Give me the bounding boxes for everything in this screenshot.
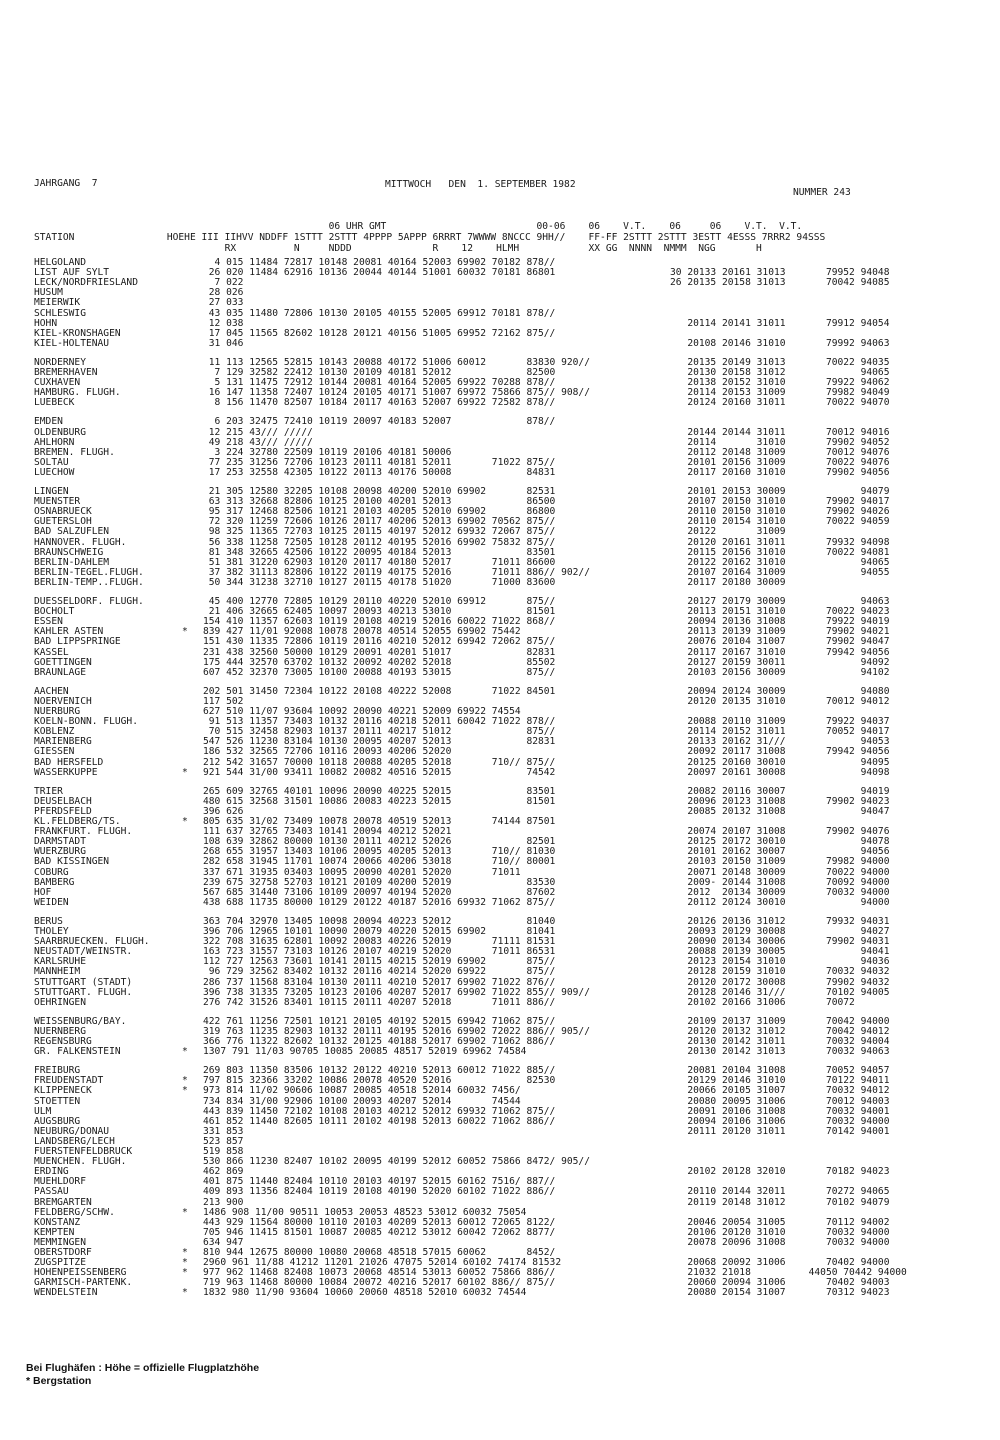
station-observation: 409 893 11356 82404 10119 20108 40190 52020 60102 71022 886// [203,1186,556,1198]
station-name: LUEBECK [34,397,75,409]
station-daily-summary: 20106 20120 31010 70032 94000 [670,1226,890,1238]
station-observation: 213 900 [203,1196,244,1208]
station-daily-summary: 20090 20134 30006 79902 94031 [670,936,890,948]
station-observation: 2960 961 11/88 41212 11201 21026 47075 52014 60102 74174 81532 [203,1257,562,1269]
mountain-station-marker: * [182,1267,188,1279]
station-daily-summary: 20126 20136 31012 79932 94031 [670,915,890,927]
station-daily-summary: 20114 31010 79902 94052 [670,436,890,448]
station-daily-summary: 20129 20146 31010 70122 94011 [670,1075,890,1087]
station-observation: 26 020 11484 62916 10136 20044 40144 51001 60032 70181 86801 [203,267,556,279]
station-observation: 705 946 11415 81501 10087 20085 40212 53012 60042 72062 8877/ [203,1226,556,1238]
station-observation: 17 253 32558 42305 10122 20113 40176 50008 84831 [203,466,556,478]
station-daily-summary: 20144 20144 31011 70012 94016 [670,426,890,438]
station-daily-summary: 20120 20135 31010 70012 94012 [670,695,890,707]
station-observation: 973 814 11/02 90606 10087 20085 40518 52014 60032 7456/ [203,1085,521,1097]
station-observation: 719 963 11468 80000 10084 20072 40216 52017 60102 886// 875// [203,1277,556,1289]
station-daily-summary: 20088 20139 30005 94041 [670,946,890,958]
station-observation: 282 658 31945 11701 10074 20066 40206 53018 710// 80001 [203,856,556,868]
station-name: FELDBERG/SCHW. [34,1206,115,1218]
station-observation: 438 688 11735 80000 10129 20122 40187 52016 69932 71062 875// [203,896,556,908]
station-name: HELGOLAND [34,257,86,268]
station-observation: 202 501 31450 72304 10122 20108 40222 52008 71022 84501 [203,685,556,697]
station-observation: 634 947 [203,1236,244,1248]
station-name: NOERVENICH [34,695,92,707]
station-daily-summary: 20102 20128 32010 70182 94023 [670,1166,890,1178]
station-daily-summary: 20092 20117 31008 79942 94056 [670,746,890,758]
station-observation: 810 944 12675 80000 10080 20068 48518 57015 60062 8452/ [203,1247,556,1258]
station-daily-summary: 20068 20092 31006 70402 94000 [670,1257,890,1269]
station-name: HOHENPEISSENBERG [34,1267,127,1279]
station-name: FREIBURG [34,1065,81,1077]
station-daily-summary: 20074 20107 31008 79902 94076 [670,826,890,838]
station-observation: 50 344 31238 32710 10127 20115 40178 51020 71000 83600 [203,576,556,588]
station-observation: 117 502 [203,695,244,707]
station-daily-summary: 20080 20095 31006 70012 94003 [670,1095,890,1107]
station-observation: 77 235 31256 72706 10123 20111 40181 52011 71022 875// [203,456,556,468]
station-observation: 12 215 43/// ///// [203,426,313,438]
mountain-station-marker: * [182,1247,188,1258]
station-observation: 7 022 [203,277,244,289]
station-daily-summary: 20113 20151 31010 70022 94023 [670,606,890,618]
station-observation: 396 706 12965 10101 10090 20079 40220 52015 69902 81041 [203,926,556,937]
station-observation: 5 131 11475 72912 10144 20081 40164 52005 69922 70288 878// [203,377,556,389]
mountain-station-marker: * [182,626,188,638]
station-observation: 186 532 32565 72706 10116 20093 40206 52020 [203,746,452,758]
station-name: BERUS [34,915,63,927]
station-name: COBURG [34,866,69,878]
station-name: KARLSRUHE [34,956,86,968]
station-name: CUXHAVEN [34,377,81,389]
station-observation: 547 526 11230 83104 10130 20095 40207 52013 82831 [203,736,556,748]
station-daily-summary: 20128 20146 31/// 70102 94005 [670,986,890,998]
station-observation: 231 438 32560 50000 10129 20091 40201 51017 82831 [203,646,556,658]
station-daily-summary: 20133 20162 31/// 94053 [670,736,890,748]
station-name: BERLIN-TEMP..FLUGH. [34,576,144,588]
station-observation: 805 635 31/02 73409 10078 20078 40519 52013 74144 87501 [203,816,556,827]
station-daily-summary: 20138 20152 31010 79922 94062 [670,377,890,389]
station-daily-summary: 20120 20132 31012 70042 94012 [670,1025,890,1037]
station-observation: 567 685 31440 73106 10109 20097 40194 52020 87602 [203,886,556,898]
station-name: BERLIN-TEGEL.FLUGH. [34,566,144,578]
station-daily-summary: 20107 20150 31010 79902 94017 [670,496,890,508]
station-name: DARMSTADT [34,836,86,848]
station-daily-summary: 2009- 20144 31008 70092 94000 [670,876,890,888]
station-daily-summary: 20091 20106 31008 70032 94001 [670,1105,890,1117]
station-daily-summary: 20093 20129 30008 94027 [670,926,890,937]
station-name: MANNHEIM [34,966,81,978]
station-observation: 43 035 11480 72806 10130 20105 40155 52005 69912 70181 878// [203,307,556,319]
station-daily-summary: 20046 20054 31005 70112 94002 [670,1216,890,1228]
station-daily-summary: 20112 20124 30010 94000 [670,896,890,908]
station-observation: 37 382 31113 82806 10122 20119 40175 52016 71011 886// 902// [203,566,590,578]
station-daily-summary: 20094 20106 31006 70032 94000 [670,1115,890,1127]
station-daily-summary: 20124 20160 31011 70022 94070 [670,397,890,409]
station-name: MARIENBERG [34,736,92,748]
station-name: BAD LIPPSPRINGE [34,636,121,648]
station-name: NORDERNEY [34,356,86,368]
station-observation: 49 218 43/// ///// [203,436,313,448]
station-daily-summary: 20120 20161 31011 79932 94098 [670,536,890,548]
station-daily-summary: 20081 20104 31008 70052 94057 [670,1065,890,1077]
station-name: WUERZBURG [34,846,86,858]
station-name: LUECHOW [34,466,75,478]
station-observation: 461 852 11440 82605 10111 20102 40198 52013 60022 71062 886// [203,1115,556,1127]
station-observation: 1832 980 11/90 93604 10060 20060 48518 52010 60032 74544 [203,1287,527,1299]
station-name: PFERDSFELD [34,805,92,817]
station-observation: 98 325 11365 72703 10125 20115 40197 52012 69932 72067 875// [203,526,556,538]
station-observation: 56 338 11258 72505 10128 20112 40195 52016 69902 75832 875// [203,536,556,548]
station-observation: 269 803 11350 83506 10132 20122 40210 52013 60012 71022 885// [203,1065,556,1077]
station-name: BAD HERSFELD [34,756,104,768]
station-daily-summary: 20110 20154 31010 70022 94059 [670,516,890,528]
station-daily-summary: 20082 20116 30007 94019 [670,785,890,797]
station-observation: 1307 791 11/03 90705 10085 20085 48517 52019 69962 74584 [203,1046,527,1058]
station-daily-summary: 20101 20156 31009 70022 94076 [670,456,890,468]
station-daily-summary: 20101 20153 30009 94079 [670,486,890,497]
station-name: ZUGSPITZE [34,1257,86,1269]
station-name: PASSAU [34,1186,69,1198]
station-name: NUERBURG [34,706,81,717]
station-observation: 91 513 11357 73403 10132 20116 40218 52011 60042 71022 878// [203,716,556,728]
station-observation: 977 962 11468 82408 10073 20068 48514 53013 60052 75866 886// [203,1267,556,1279]
mountain-station-marker: * [182,1206,188,1218]
station-name: MEMMINGEN [34,1236,86,1248]
station-name: SOLTAU [34,456,69,468]
station-daily-summary: 20111 20120 31011 70142 94001 [670,1125,890,1137]
mountain-station-marker: * [182,1287,188,1299]
station-daily-summary: 20096 20123 31008 79902 94023 [670,795,890,807]
station-name: FUERSTENFELDBRUCK [34,1146,133,1157]
station-name: KOBLENZ [34,726,75,738]
station-daily-summary: 20110 20150 31010 79902 94026 [670,506,890,518]
station-name: BOCHOLT [34,606,75,618]
station-daily-summary: 20122 31009 [670,526,786,538]
station-observation: 797 815 32366 33202 10086 20078 40520 52016 82530 [203,1075,556,1087]
station-name: BREMGARTEN [34,1196,92,1208]
column-header-line-1: 06 UHR GMT 00-06 06 V.T. 06 06 V.T. V.T. [34,221,803,232]
station-observation: 607 452 32370 73005 10100 20088 40193 53015 875// [203,666,556,678]
station-observation: 6 203 32475 72410 10119 20097 40183 52007 878// [203,416,556,428]
station-daily-summary: 20103 20150 31009 79982 94000 [670,856,890,868]
station-observation: 28 026 [203,287,244,299]
station-daily-summary: 20060 20094 31006 70402 94003 [670,1277,890,1289]
station-observation: 268 655 31957 13403 10106 20095 40205 52013 710// 81030 [203,846,556,858]
station-name: BRAUNSCHWEIG [34,546,104,558]
station-observation: 8 156 11470 82507 10184 20117 40163 52007 69922 72582 878// [203,397,556,409]
station-daily-summary: 20120 20172 30008 79902 94032 [670,976,890,988]
station-observation: 322 708 31635 62801 10092 20083 40226 52019 71111 81531 [203,936,556,948]
station-daily-summary: 20127 20159 30011 94092 [670,656,890,668]
station-name: HANNOVER. FLUGH. [34,536,127,548]
station-daily-summary: 20114 20153 31009 79982 94049 [670,387,890,399]
mountain-station-marker: * [182,766,188,778]
station-daily-summary: 20085 20132 31008 94047 [670,805,890,817]
station-observation: 422 761 11256 72501 10121 20105 40192 52015 69942 71062 875// [203,1015,556,1027]
station-observation: 276 742 31526 83401 10115 20111 40207 52018 71011 886// [203,996,556,1008]
station-daily-summary: 20135 20149 31013 70022 94035 [670,356,890,368]
station-daily-summary: 20125 20172 30010 94078 [670,836,890,848]
station-name: NEUBURG/DONAU [34,1125,110,1137]
mountain-station-marker: * [182,816,188,827]
station-name: LANDSBERG/LECH [34,1135,115,1147]
station-name: AACHEN [34,685,69,697]
station-observation: 363 704 32970 13405 10098 20094 40223 52012 81040 [203,915,556,927]
station-observation: 396 738 31335 73205 10123 20106 40207 52017 69902 71022 855// 909// [203,986,590,998]
mountain-station-marker: * [182,1085,188,1097]
station-observation: 112 727 12563 73601 10141 20115 40215 52019 69902 875// [203,956,556,968]
station-name: GOETTINGEN [34,656,92,668]
station-observation: 154 410 11357 62603 10119 20108 40219 52016 60022 71022 868// [203,616,556,628]
station-name: BERLIN-DAHLEM [34,556,110,568]
station-observation: 96 729 32562 83402 10132 20116 40214 52020 69922 875// [203,966,556,978]
station-daily-summary: 20109 20137 31009 70042 94000 [670,1015,890,1027]
station-daily-summary: 20117 20167 31010 79942 94056 [670,646,890,658]
station-daily-summary: 20088 20110 31009 79922 94037 [670,716,890,728]
station-name: BREMERHAVEN [34,367,98,378]
station-observation: 239 675 32758 52703 10121 20109 40200 52019 83530 [203,876,556,888]
report-number: NUMMER 243 [793,187,851,198]
station-name: LECK/NORDFRIESLAND [34,277,138,289]
station-name: STUTTGART. FLUGH. [34,986,133,998]
station-daily-summary: 20117 20160 31010 79902 94056 [670,466,890,478]
station-observation: 443 839 11450 72102 10108 20103 40212 52012 69932 71062 875// [203,1105,556,1117]
station-daily-summary: 20125 20160 30010 94095 [670,756,890,768]
station-name: DUESSELDORF. FLUGH. [34,596,144,607]
station-daily-summary: 20114 20152 31011 70052 94017 [670,726,890,738]
station-daily-summary: 20107 20164 31009 94055 [670,566,890,578]
station-observation: 286 737 11568 83104 10130 20111 40210 52017 69902 71022 876// [203,976,556,988]
station-observation: 1486 908 11/00 90511 10053 20053 48523 53012 60032 75054 [203,1206,527,1218]
station-name: LINGEN [34,486,69,497]
footnote-mountain-station: * Bergstation [26,1375,92,1387]
station-name: HOF [34,886,52,898]
station-observation: 3 224 32780 22509 10119 20106 40181 50006 [203,446,452,458]
station-name: AHLHORN [34,436,75,448]
station-name: OLDENBURG [34,426,86,438]
station-daily-summary: 20097 20161 30008 94098 [670,766,890,778]
station-observation: 462 869 [203,1166,244,1178]
station-observation: 151 430 11335 72806 10119 20116 40210 52012 69942 72062 875// [203,636,556,648]
station-name: BAMBERG [34,876,75,888]
station-name: THOLEY [34,926,69,937]
station-name: GIESSEN [34,746,75,758]
station-observation: 175 444 32570 63702 10132 20092 40202 52018 85502 [203,656,556,668]
station-name: SAARBRUECKEN. FLUGH. [34,936,150,948]
station-observation: 45 400 12770 72805 10129 20110 40220 52010 69912 875// [203,596,556,607]
station-daily-summary: 20114 20141 31011 79912 94054 [670,317,890,329]
station-daily-summary: 20066 20105 31007 70032 94012 [670,1085,890,1097]
station-name: LIST AUF SYLT [34,267,110,279]
station-name: EMDEN [34,416,63,428]
station-daily-summary: 20127 20179 30009 94063 [670,596,890,607]
station-observation: 163 723 31557 73103 10126 20107 40219 52020 71011 86531 [203,946,556,958]
station-name: STOETTEN [34,1095,81,1107]
station-name: ESSEN [34,616,63,628]
station-name: KONSTANZ [34,1216,81,1228]
jahrgang-label: JAHRGANG 7 [34,178,98,189]
station-daily-summary: 20119 20148 31012 70102 94079 [670,1196,890,1208]
station-name: BAD KISSINGEN [34,856,110,868]
station-name: KASSEL [34,646,69,658]
station-name: TRIER [34,785,63,797]
station-daily-summary: 20108 20146 31010 79992 94063 [670,337,890,349]
station-daily-summary: 20101 20162 30007 94056 [670,846,890,858]
station-daily-summary: 20123 20154 31010 94036 [670,956,890,968]
station-name: GARMISCH-PARTENK. [34,1277,133,1289]
station-observation: 480 615 32568 31501 10086 20083 40223 52015 81501 [203,795,556,807]
station-name: MEIERWIK [34,297,81,309]
station-observation: 95 317 12468 82506 10121 20103 40205 52010 69902 86800 [203,506,556,518]
station-name: WASSERKUPPE [34,766,98,778]
station-daily-summary: 20110 20144 32011 70272 94065 [670,1186,890,1198]
station-name: STUTTGART (STADT) [34,976,133,988]
station-observation: 396 626 [203,805,244,817]
station-daily-summary: 30 20133 20161 31013 79952 94048 [670,267,890,279]
station-daily-summary: 20128 20159 31010 70032 94032 [670,966,890,978]
station-name: OBERSTDORF [34,1247,92,1258]
station-observation: 16 147 11358 72407 10124 20105 40171 51007 69972 75866 875// 908// [203,387,590,399]
station-name: ERDING [34,1166,69,1178]
station-name: FRANKFURT. FLUGH. [34,826,133,838]
station-observation: 70 515 32458 82903 10137 20111 40217 51012 875// [203,726,556,738]
station-name: ULM [34,1105,52,1117]
station-name: MUENCHEN. FLUGH. [34,1156,127,1168]
station-name: HUSUM [34,287,63,299]
station-observation: 27 033 [203,297,244,309]
station-observation: 212 542 31657 70000 10118 20088 40205 52018 710// 875// [203,756,556,768]
station-name: SCHLESWIG [34,307,86,319]
station-name: KLIPPENECK [34,1085,92,1097]
station-name: WENDELSTEIN [34,1287,98,1299]
station-daily-summary: 20080 20154 31007 70312 94023 [670,1287,890,1299]
station-name: KAHLER ASTEN [34,626,104,638]
station-observation: 443 929 11564 80000 10110 20103 40209 52013 60012 72065 8122/ [203,1216,556,1228]
station-observation: 319 763 11235 82903 10132 20111 40195 52016 69902 72022 886// 905// [203,1025,590,1037]
mountain-station-marker: * [182,1257,188,1269]
station-name: WEIDEN [34,896,69,908]
station-daily-summary: 20122 20162 31010 94065 [670,556,890,568]
station-observation: 734 834 31/00 92906 10100 20093 40207 52014 74544 [203,1095,521,1107]
station-daily-summary: 20115 20156 31010 70022 94081 [670,546,890,558]
station-name: KEMPTEN [34,1226,75,1238]
station-daily-summary: 20094 20136 31008 79922 94019 [670,616,890,628]
station-name: GUETERSLOH [34,516,92,528]
station-name: FREUDENSTADT [34,1075,104,1087]
station-daily-summary: 20130 20158 31012 94065 [670,367,890,378]
station-daily-summary: 20112 20148 31009 70012 94076 [670,446,890,458]
station-observation: 401 875 11440 82404 10110 20103 40197 52015 60162 7516/ 887// [203,1176,556,1188]
station-observation: 530 866 11230 82407 10102 20095 40199 52012 60052 75866 8472/ 905// [203,1156,590,1168]
station-daily-summary: 20103 20156 30009 94102 [670,666,890,678]
station-daily-summary: 20071 20148 30009 70022 94000 [670,866,890,878]
station-observation: 31 046 [203,337,244,349]
station-name: DEUSELBACH [34,795,92,807]
station-daily-summary: 26 20135 20158 31013 70042 94085 [670,277,890,289]
station-name: GR. FALKENSTEIN [34,1046,121,1058]
station-name: HOHN [34,317,58,329]
station-name: REGENSBURG [34,1036,92,1047]
column-header-line-2: STATION HOEHE III IIHVV NDDFF 1STTT 2STTT 4PPPP 5APPP 6RRRT 7WWWW 8NCCC 9HH// FF-FF 2STTT 2STTT 3ESTT 4ESSS 7RRR2 94SSS [34,232,826,243]
mountain-station-marker: * [182,1075,188,1087]
station-observation: 839 427 11/01 92008 10078 20078 40514 52055 69902 75442 [203,626,521,638]
station-daily-summary: 20076 20104 31007 79902 94047 [670,636,890,648]
station-name: BREMEN. FLUGH. [34,446,115,458]
station-name: KOELN-BONN. FLUGH. [34,716,138,728]
station-name: MUEHLDORF [34,1176,86,1188]
station-daily-summary: 20094 20124 30009 94080 [670,685,890,697]
station-daily-summary: 20130 20142 31013 70032 94063 [670,1046,890,1058]
station-observation: 337 671 31935 03403 10095 20090 40201 52020 71011 [203,866,521,878]
station-name: NEUSTADT/WEINSTR. [34,946,133,958]
station-name: HAMBURG. FLUGH. [34,387,121,399]
station-daily-summary: 20113 20139 31009 79902 94021 [670,626,890,638]
station-observation: 21 406 32665 62405 10097 20093 40213 53010 81501 [203,606,556,618]
station-observation: 12 038 [203,317,244,329]
station-daily-summary: 2012 20134 30009 70032 94000 [670,886,890,898]
station-name: AUGSBURG [34,1115,81,1127]
station-observation: 519 858 [203,1146,244,1157]
station-observation: 366 776 11322 82602 10132 20125 40188 52017 69902 71062 886// [203,1036,556,1047]
station-daily-summary: 21032 21018 44050 70442 94000 [670,1267,907,1279]
station-name: BAD SALZUFLEN [34,526,110,538]
station-daily-summary: 20117 20180 30009 [670,576,786,588]
station-name: MUENSTER [34,496,81,508]
station-observation: 523 857 [203,1135,244,1147]
station-observation: 11 113 12565 52815 10143 20088 40172 51006 60012 83830 920// [203,356,590,368]
station-name: KL.FELDBERG/TS. [34,816,121,827]
station-observation: 265 609 32765 40101 10096 20090 40225 52015 83501 [203,785,556,797]
footnote-airport-height: Bei Flughäfen : Höhe = offizielle Flugplatzhöhe [26,1362,260,1374]
station-name: KIEL-HOLTENAU [34,337,110,349]
station-name: KIEL-KRONSHAGEN [34,327,121,339]
station-observation: 63 313 32668 82806 10125 20100 40201 52013 86500 [203,496,556,508]
station-observation: 331 853 [203,1125,244,1137]
station-observation: 921 544 31/00 93411 10082 20082 40516 52015 74542 [203,766,556,778]
station-observation: 72 320 11259 72606 10126 20117 40206 52013 69902 70562 875// [203,516,556,528]
station-name: WEISSENBURG/BAY. [34,1015,127,1027]
column-header-line-3: RX N NDDD R 12 HLMH XX GG NNNN NMMM NGG H [34,243,762,254]
station-daily-summary: 20078 20096 31008 70032 94000 [670,1236,890,1248]
station-observation: 4 015 11484 72817 10148 20081 40164 52003 69902 70182 878// [203,257,556,268]
station-name: OEHRINGEN [34,996,86,1008]
station-observation: 111 637 32765 73403 10141 20094 40212 52021 [203,826,452,838]
station-name: NUERNBERG [34,1025,86,1037]
mountain-station-marker: * [182,1046,188,1058]
station-observation: 108 639 32862 80000 10130 20111 40212 52026 82501 [203,836,556,848]
report-date: MITTWOCH DEN 1. SEPTEMBER 1982 [385,179,576,190]
station-observation: 17 045 11565 82602 10128 20121 40156 51005 69952 72162 875// [203,327,556,339]
station-observation: 81 348 32665 42506 10122 20095 40184 52013 83501 [203,546,556,558]
station-daily-summary: 20130 20142 31011 70032 94004 [670,1036,890,1047]
station-observation: 7 129 32582 22412 10130 20109 40181 52012 82500 [203,367,556,378]
station-observation: 51 381 31220 62903 10120 20117 40180 52017 71011 86600 [203,556,556,568]
station-observation: 627 510 11/07 93604 10092 20090 40221 52009 69922 74554 [203,706,521,717]
station-observation: 21 305 12580 32205 10108 20098 40200 52010 69902 82531 [203,486,556,497]
station-name: BRAUNLAGE [34,666,86,678]
station-name: OSNABRUECK [34,506,92,518]
station-daily-summary: 20102 20166 31006 70072 [670,996,855,1008]
